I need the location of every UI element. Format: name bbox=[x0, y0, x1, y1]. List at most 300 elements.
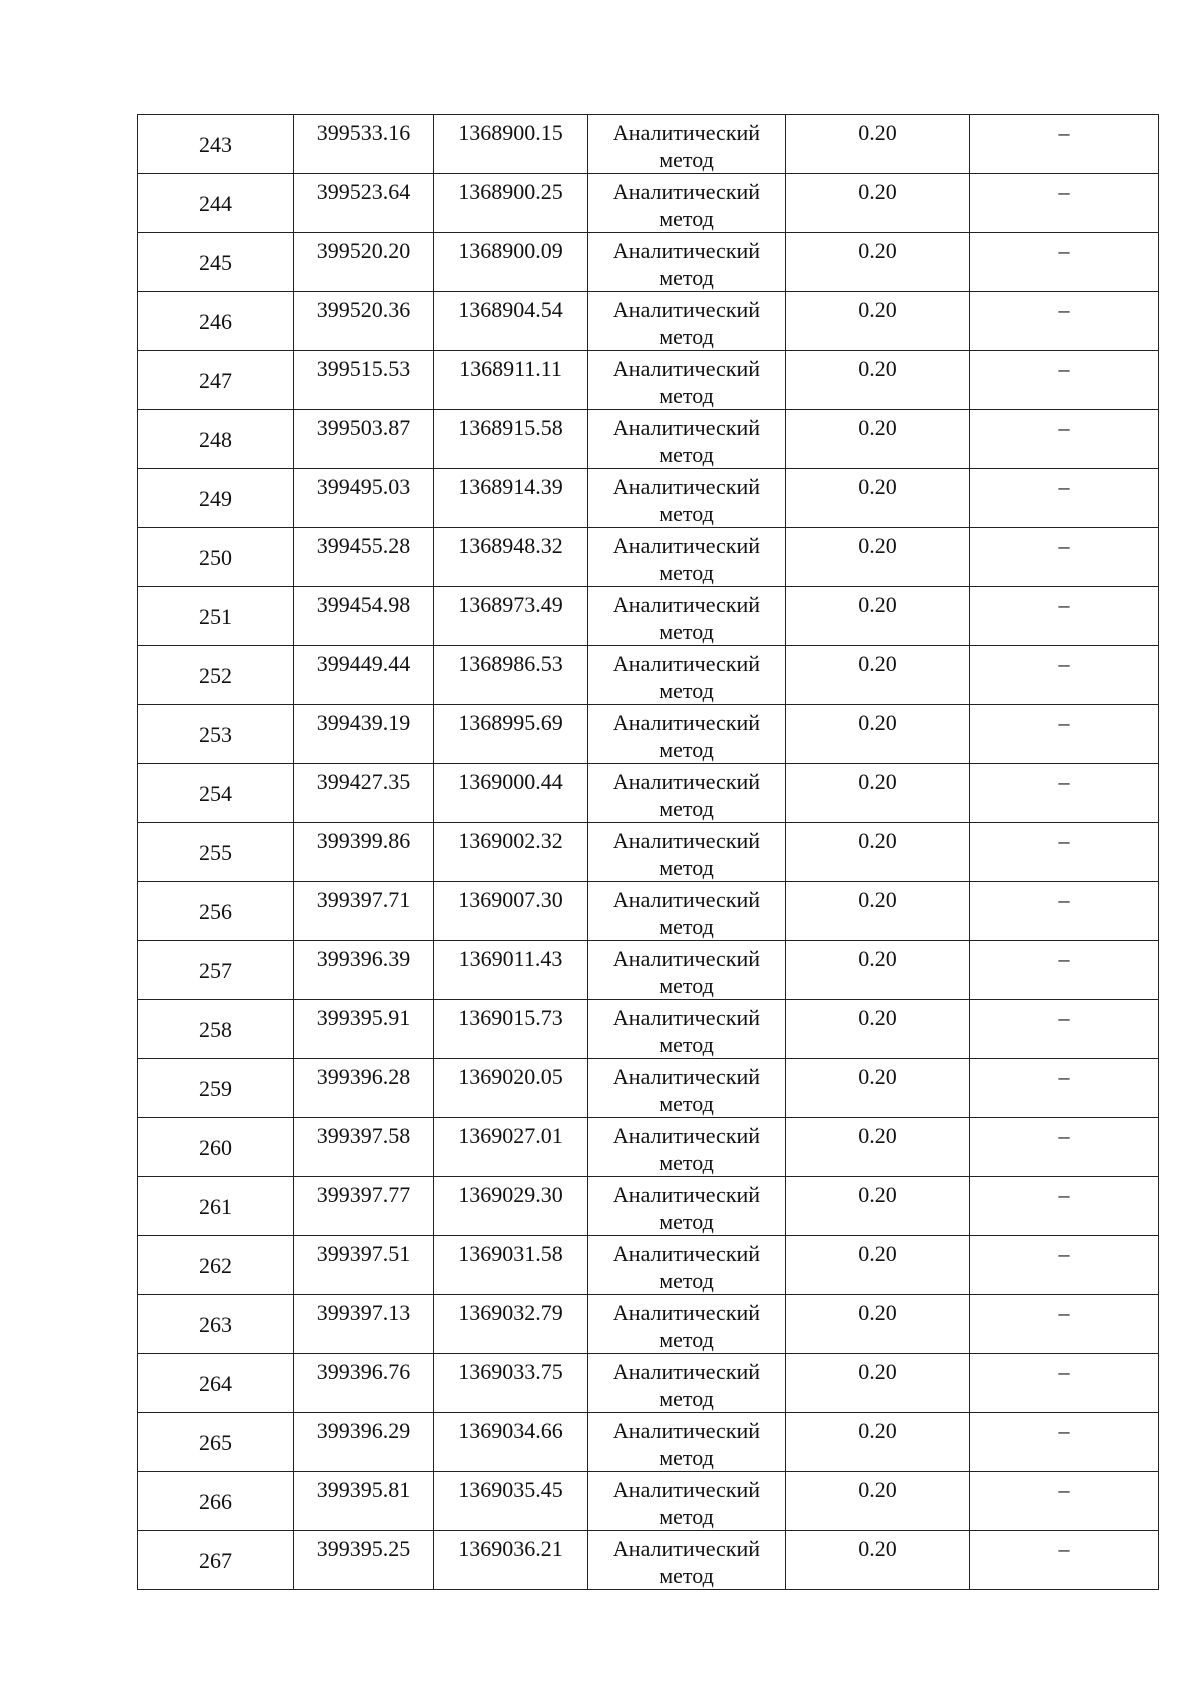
note-dash: – bbox=[1058, 1418, 1070, 1443]
method-text-line2: метод bbox=[659, 1504, 714, 1529]
accuracy-cell bbox=[786, 941, 970, 1000]
accuracy-value: 0.20 bbox=[858, 1241, 897, 1266]
accuracy-value: 0.20 bbox=[858, 356, 897, 381]
y-coordinate-cell bbox=[434, 1177, 588, 1236]
table-row bbox=[138, 1118, 1159, 1177]
x-coordinate: 399515.53 bbox=[316, 356, 411, 381]
table-row bbox=[138, 764, 1159, 823]
accuracy-value: 0.20 bbox=[858, 946, 897, 971]
note-dash: – bbox=[1058, 946, 1070, 971]
table-body bbox=[138, 115, 1159, 1590]
table-row bbox=[138, 233, 1159, 292]
x-coordinate-cell bbox=[294, 1531, 434, 1590]
point-number-cell bbox=[138, 1236, 294, 1295]
accuracy-cell bbox=[786, 764, 970, 823]
y-coordinate: 1368915.58 bbox=[458, 415, 563, 440]
y-coordinate-cell bbox=[434, 823, 588, 882]
point-number-cell bbox=[138, 1295, 294, 1354]
note-dash: – bbox=[1058, 356, 1070, 381]
point-number-cell bbox=[138, 941, 294, 1000]
point-number: 262 bbox=[199, 1252, 232, 1278]
x-coordinate: 399396.29 bbox=[316, 1418, 411, 1443]
point-number: 254 bbox=[199, 780, 232, 806]
method-cell bbox=[588, 646, 786, 705]
x-coordinate: 399397.58 bbox=[316, 1123, 411, 1148]
note-dash: – bbox=[1058, 1300, 1070, 1325]
y-coordinate-cell bbox=[434, 1413, 588, 1472]
method-cell bbox=[588, 233, 786, 292]
point-number: 267 bbox=[199, 1547, 232, 1573]
method-text-line2: метод bbox=[659, 796, 714, 821]
point-number: 246 bbox=[199, 308, 232, 334]
y-coordinate-cell bbox=[434, 115, 588, 174]
table-row bbox=[138, 882, 1159, 941]
accuracy-cell bbox=[786, 1295, 970, 1354]
method-cell bbox=[588, 764, 786, 823]
method-cell bbox=[588, 941, 786, 1000]
y-coordinate-cell bbox=[434, 941, 588, 1000]
note-cell bbox=[970, 1177, 1159, 1236]
method-cell bbox=[588, 1531, 786, 1590]
point-number: 263 bbox=[199, 1311, 232, 1337]
note-cell bbox=[970, 174, 1159, 233]
method-text-line1: Аналитический bbox=[612, 297, 761, 322]
note-dash: – bbox=[1058, 769, 1070, 794]
note-cell bbox=[970, 1354, 1159, 1413]
point-number: 255 bbox=[199, 839, 232, 865]
accuracy-cell bbox=[786, 587, 970, 646]
y-coordinate: 1369029.30 bbox=[458, 1182, 563, 1207]
method-text-line1: Аналитический bbox=[612, 238, 761, 263]
note-dash: – bbox=[1058, 1359, 1070, 1384]
y-coordinate: 1369027.01 bbox=[458, 1123, 563, 1148]
note-cell bbox=[970, 410, 1159, 469]
y-coordinate: 1368995.69 bbox=[458, 710, 563, 735]
point-number: 261 bbox=[199, 1193, 232, 1219]
method-cell bbox=[588, 528, 786, 587]
point-number-cell bbox=[138, 1472, 294, 1531]
note-cell bbox=[970, 292, 1159, 351]
accuracy-cell bbox=[786, 823, 970, 882]
y-coordinate-cell bbox=[434, 233, 588, 292]
coordinates-table bbox=[137, 114, 1159, 1590]
method-text-line2: метод bbox=[659, 973, 714, 998]
point-number-cell bbox=[138, 1059, 294, 1118]
note-cell bbox=[970, 351, 1159, 410]
method-cell bbox=[588, 410, 786, 469]
accuracy-value: 0.20 bbox=[858, 1418, 897, 1443]
y-coordinate: 1368973.49 bbox=[458, 592, 563, 617]
table-row bbox=[138, 941, 1159, 1000]
accuracy-cell bbox=[786, 646, 970, 705]
x-coordinate: 399533.16 bbox=[316, 120, 411, 145]
point-number-cell bbox=[138, 705, 294, 764]
point-number-cell bbox=[138, 351, 294, 410]
x-coordinate: 399520.20 bbox=[316, 238, 411, 263]
x-coordinate-cell bbox=[294, 1177, 434, 1236]
y-coordinate-cell bbox=[434, 1000, 588, 1059]
x-coordinate-cell bbox=[294, 233, 434, 292]
note-cell bbox=[970, 1472, 1159, 1531]
point-number: 253 bbox=[199, 721, 232, 747]
x-coordinate-cell bbox=[294, 587, 434, 646]
method-text-line1: Аналитический bbox=[612, 1005, 761, 1030]
y-coordinate-cell bbox=[434, 1531, 588, 1590]
accuracy-value: 0.20 bbox=[858, 592, 897, 617]
table-row bbox=[138, 410, 1159, 469]
y-coordinate-cell bbox=[434, 1472, 588, 1531]
accuracy-cell bbox=[786, 1118, 970, 1177]
accuracy-cell bbox=[786, 882, 970, 941]
note-dash: – bbox=[1058, 415, 1070, 440]
method-text-line2: метод bbox=[659, 383, 714, 408]
accuracy-cell bbox=[786, 528, 970, 587]
point-number: 245 bbox=[199, 249, 232, 275]
x-coordinate-cell bbox=[294, 1472, 434, 1531]
y-coordinate: 1369002.32 bbox=[458, 828, 563, 853]
accuracy-value: 0.20 bbox=[858, 828, 897, 853]
accuracy-cell bbox=[786, 1236, 970, 1295]
x-coordinate: 399449.44 bbox=[316, 651, 411, 676]
point-number: 257 bbox=[199, 957, 232, 983]
accuracy-value: 0.20 bbox=[858, 1477, 897, 1502]
accuracy-value: 0.20 bbox=[858, 710, 897, 735]
x-coordinate-cell bbox=[294, 292, 434, 351]
note-cell bbox=[970, 882, 1159, 941]
y-coordinate-cell bbox=[434, 292, 588, 351]
method-cell bbox=[588, 1236, 786, 1295]
note-dash: – bbox=[1058, 710, 1070, 735]
accuracy-value: 0.20 bbox=[858, 1359, 897, 1384]
note-cell bbox=[970, 823, 1159, 882]
accuracy-value: 0.20 bbox=[858, 769, 897, 794]
y-coordinate: 1368911.11 bbox=[459, 356, 562, 381]
table-row bbox=[138, 1059, 1159, 1118]
y-coordinate: 1369020.05 bbox=[458, 1064, 563, 1089]
accuracy-value: 0.20 bbox=[858, 887, 897, 912]
note-cell bbox=[970, 705, 1159, 764]
point-number-cell bbox=[138, 1177, 294, 1236]
note-dash: – bbox=[1058, 1536, 1070, 1561]
point-number: 249 bbox=[199, 485, 232, 511]
x-coordinate-cell bbox=[294, 1118, 434, 1177]
y-coordinate-cell bbox=[434, 1295, 588, 1354]
y-coordinate-cell bbox=[434, 1118, 588, 1177]
method-text-line1: Аналитический bbox=[612, 1064, 761, 1089]
method-cell bbox=[588, 587, 786, 646]
y-coordinate-cell bbox=[434, 646, 588, 705]
method-text-line2: метод bbox=[659, 855, 714, 880]
x-coordinate-cell bbox=[294, 351, 434, 410]
note-cell bbox=[970, 941, 1159, 1000]
point-number: 251 bbox=[199, 603, 232, 629]
table-row bbox=[138, 115, 1159, 174]
x-coordinate-cell bbox=[294, 764, 434, 823]
note-dash: – bbox=[1058, 1182, 1070, 1207]
accuracy-cell bbox=[786, 410, 970, 469]
accuracy-cell bbox=[786, 292, 970, 351]
y-coordinate: 1368904.54 bbox=[458, 297, 563, 322]
y-coordinate: 1368914.39 bbox=[458, 474, 563, 499]
x-coordinate: 399399.86 bbox=[316, 828, 411, 853]
table-row bbox=[138, 469, 1159, 528]
note-dash: – bbox=[1058, 533, 1070, 558]
note-cell bbox=[970, 1413, 1159, 1472]
note-dash: – bbox=[1058, 474, 1070, 499]
method-text-line1: Аналитический bbox=[612, 474, 761, 499]
accuracy-value: 0.20 bbox=[858, 1182, 897, 1207]
accuracy-cell bbox=[786, 115, 970, 174]
point-number: 244 bbox=[199, 190, 232, 216]
method-cell bbox=[588, 115, 786, 174]
x-coordinate: 399395.81 bbox=[316, 1477, 411, 1502]
y-coordinate: 1369032.79 bbox=[458, 1300, 563, 1325]
accuracy-cell bbox=[786, 351, 970, 410]
x-coordinate: 399397.77 bbox=[316, 1182, 411, 1207]
method-text-line2: метод bbox=[659, 1327, 714, 1352]
x-coordinate-cell bbox=[294, 410, 434, 469]
point-number-cell bbox=[138, 174, 294, 233]
method-cell bbox=[588, 1295, 786, 1354]
point-number: 248 bbox=[199, 426, 232, 452]
method-text-line1: Аналитический bbox=[612, 1123, 761, 1148]
method-cell bbox=[588, 705, 786, 764]
note-cell bbox=[970, 1531, 1159, 1590]
point-number-cell bbox=[138, 1118, 294, 1177]
point-number-cell bbox=[138, 410, 294, 469]
method-cell bbox=[588, 292, 786, 351]
method-text-line1: Аналитический bbox=[612, 710, 761, 735]
accuracy-cell bbox=[786, 705, 970, 764]
note-dash: – bbox=[1058, 297, 1070, 322]
x-coordinate: 399520.36 bbox=[316, 297, 411, 322]
point-number: 250 bbox=[199, 544, 232, 570]
method-text-line1: Аналитический bbox=[612, 1359, 761, 1384]
method-cell bbox=[588, 882, 786, 941]
method-text-line2: метод bbox=[659, 1386, 714, 1411]
accuracy-value: 0.20 bbox=[858, 179, 897, 204]
x-coordinate: 399454.98 bbox=[316, 592, 411, 617]
method-text-line1: Аналитический bbox=[612, 120, 761, 145]
accuracy-cell bbox=[786, 174, 970, 233]
note-cell bbox=[970, 587, 1159, 646]
note-cell bbox=[970, 764, 1159, 823]
method-cell bbox=[588, 1177, 786, 1236]
y-coordinate-cell bbox=[434, 174, 588, 233]
method-text-line1: Аналитический bbox=[612, 179, 761, 204]
method-text-line2: метод bbox=[659, 1445, 714, 1470]
point-number: 258 bbox=[199, 1016, 232, 1042]
method-cell bbox=[588, 823, 786, 882]
method-cell bbox=[588, 469, 786, 528]
method-text-line2: метод bbox=[659, 619, 714, 644]
method-text-line1: Аналитический bbox=[612, 1477, 761, 1502]
x-coordinate-cell bbox=[294, 1236, 434, 1295]
table-row bbox=[138, 174, 1159, 233]
point-number-cell bbox=[138, 1413, 294, 1472]
accuracy-value: 0.20 bbox=[858, 1005, 897, 1030]
y-coordinate: 1369034.66 bbox=[458, 1418, 563, 1443]
point-number-cell bbox=[138, 115, 294, 174]
x-coordinate-cell bbox=[294, 705, 434, 764]
method-text-line1: Аналитический bbox=[612, 592, 761, 617]
point-number-cell bbox=[138, 587, 294, 646]
method-text-line2: метод bbox=[659, 1563, 714, 1588]
x-coordinate-cell bbox=[294, 174, 434, 233]
note-dash: – bbox=[1058, 120, 1070, 145]
table-row bbox=[138, 1413, 1159, 1472]
y-coordinate-cell bbox=[434, 587, 588, 646]
x-coordinate: 399397.13 bbox=[316, 1300, 411, 1325]
x-coordinate-cell bbox=[294, 646, 434, 705]
table-row bbox=[138, 587, 1159, 646]
note-dash: – bbox=[1058, 1241, 1070, 1266]
note-dash: – bbox=[1058, 828, 1070, 853]
method-text-line2: метод bbox=[659, 1209, 714, 1234]
method-cell bbox=[588, 1118, 786, 1177]
point-number: 252 bbox=[199, 662, 232, 688]
y-coordinate: 1368986.53 bbox=[458, 651, 563, 676]
method-text-line2: метод bbox=[659, 147, 714, 172]
table-row bbox=[138, 1236, 1159, 1295]
method-text-line2: метод bbox=[659, 737, 714, 762]
y-coordinate-cell bbox=[434, 1236, 588, 1295]
point-number-cell bbox=[138, 233, 294, 292]
x-coordinate-cell bbox=[294, 1295, 434, 1354]
y-coordinate-cell bbox=[434, 764, 588, 823]
accuracy-cell bbox=[786, 469, 970, 528]
accuracy-cell bbox=[786, 1177, 970, 1236]
x-coordinate-cell bbox=[294, 1413, 434, 1472]
accuracy-value: 0.20 bbox=[858, 415, 897, 440]
y-coordinate-cell bbox=[434, 705, 588, 764]
note-dash: – bbox=[1058, 1477, 1070, 1502]
x-coordinate-cell bbox=[294, 1059, 434, 1118]
accuracy-cell bbox=[786, 1000, 970, 1059]
method-text-line1: Аналитический bbox=[612, 1182, 761, 1207]
y-coordinate-cell bbox=[434, 528, 588, 587]
y-coordinate-cell bbox=[434, 1059, 588, 1118]
x-coordinate: 399439.19 bbox=[316, 710, 411, 735]
point-number-cell bbox=[138, 292, 294, 351]
point-number: 266 bbox=[199, 1488, 232, 1514]
point-number-cell bbox=[138, 882, 294, 941]
note-dash: – bbox=[1058, 1005, 1070, 1030]
method-text-line1: Аналитический bbox=[612, 887, 761, 912]
accuracy-value: 0.20 bbox=[858, 651, 897, 676]
point-number-cell bbox=[138, 1000, 294, 1059]
method-text-line2: метод bbox=[659, 1150, 714, 1175]
note-dash: – bbox=[1058, 179, 1070, 204]
table-row bbox=[138, 292, 1159, 351]
method-text-line1: Аналитический bbox=[612, 946, 761, 971]
point-number-cell bbox=[138, 1531, 294, 1590]
accuracy-cell bbox=[786, 1472, 970, 1531]
accuracy-cell bbox=[786, 1354, 970, 1413]
note-dash: – bbox=[1058, 887, 1070, 912]
y-coordinate-cell bbox=[434, 882, 588, 941]
point-number: 256 bbox=[199, 898, 232, 924]
x-coordinate-cell bbox=[294, 941, 434, 1000]
point-number-cell bbox=[138, 764, 294, 823]
point-number: 265 bbox=[199, 1429, 232, 1455]
y-coordinate: 1369035.45 bbox=[458, 1477, 563, 1502]
table-row bbox=[138, 646, 1159, 705]
table-row bbox=[138, 528, 1159, 587]
accuracy-value: 0.20 bbox=[858, 1123, 897, 1148]
x-coordinate-cell bbox=[294, 469, 434, 528]
table-row bbox=[138, 1177, 1159, 1236]
y-coordinate-cell bbox=[434, 410, 588, 469]
point-number: 264 bbox=[199, 1370, 232, 1396]
accuracy-value: 0.20 bbox=[858, 297, 897, 322]
method-text-line1: Аналитический bbox=[612, 1300, 761, 1325]
note-cell bbox=[970, 469, 1159, 528]
x-coordinate-cell bbox=[294, 882, 434, 941]
method-cell bbox=[588, 1354, 786, 1413]
accuracy-cell bbox=[786, 1531, 970, 1590]
method-cell bbox=[588, 1000, 786, 1059]
point-number-cell bbox=[138, 823, 294, 882]
x-coordinate-cell bbox=[294, 115, 434, 174]
table-row bbox=[138, 1354, 1159, 1413]
note-cell bbox=[970, 233, 1159, 292]
note-cell bbox=[970, 1059, 1159, 1118]
x-coordinate-cell bbox=[294, 1000, 434, 1059]
method-text-line2: метод bbox=[659, 324, 714, 349]
y-coordinate: 1369033.75 bbox=[458, 1359, 563, 1384]
method-text-line2: метод bbox=[659, 1268, 714, 1293]
method-text-line2: метод bbox=[659, 501, 714, 526]
y-coordinate-cell bbox=[434, 469, 588, 528]
method-text-line2: метод bbox=[659, 206, 714, 231]
x-coordinate: 399495.03 bbox=[316, 474, 411, 499]
note-dash: – bbox=[1058, 651, 1070, 676]
method-cell bbox=[588, 174, 786, 233]
method-text-line1: Аналитический bbox=[612, 415, 761, 440]
accuracy-value: 0.20 bbox=[858, 474, 897, 499]
method-text-line1: Аналитический bbox=[612, 651, 761, 676]
table-row bbox=[138, 1000, 1159, 1059]
table-row bbox=[138, 1295, 1159, 1354]
x-coordinate: 399503.87 bbox=[316, 415, 411, 440]
method-text-line1: Аналитический bbox=[612, 356, 761, 381]
x-coordinate: 399396.76 bbox=[316, 1359, 411, 1384]
x-coordinate-cell bbox=[294, 528, 434, 587]
table-row bbox=[138, 705, 1159, 764]
point-number-cell bbox=[138, 1354, 294, 1413]
y-coordinate: 1369011.43 bbox=[458, 946, 563, 971]
method-text-line1: Аналитический bbox=[612, 1241, 761, 1266]
method-text-line1: Аналитический bbox=[612, 769, 761, 794]
x-coordinate: 399397.51 bbox=[316, 1241, 411, 1266]
table-row bbox=[138, 1472, 1159, 1531]
x-coordinate-cell bbox=[294, 1354, 434, 1413]
table-row bbox=[138, 1531, 1159, 1590]
point-number: 259 bbox=[199, 1075, 232, 1101]
y-coordinate: 1369007.30 bbox=[458, 887, 563, 912]
point-number: 247 bbox=[199, 367, 232, 393]
note-cell bbox=[970, 1000, 1159, 1059]
x-coordinate: 399395.91 bbox=[316, 1005, 411, 1030]
accuracy-value: 0.20 bbox=[858, 533, 897, 558]
accuracy-value: 0.20 bbox=[858, 120, 897, 145]
point-number-cell bbox=[138, 646, 294, 705]
point-number: 243 bbox=[199, 131, 232, 157]
note-cell bbox=[970, 1118, 1159, 1177]
method-text-line1: Аналитический bbox=[612, 533, 761, 558]
x-coordinate: 399455.28 bbox=[316, 533, 411, 558]
